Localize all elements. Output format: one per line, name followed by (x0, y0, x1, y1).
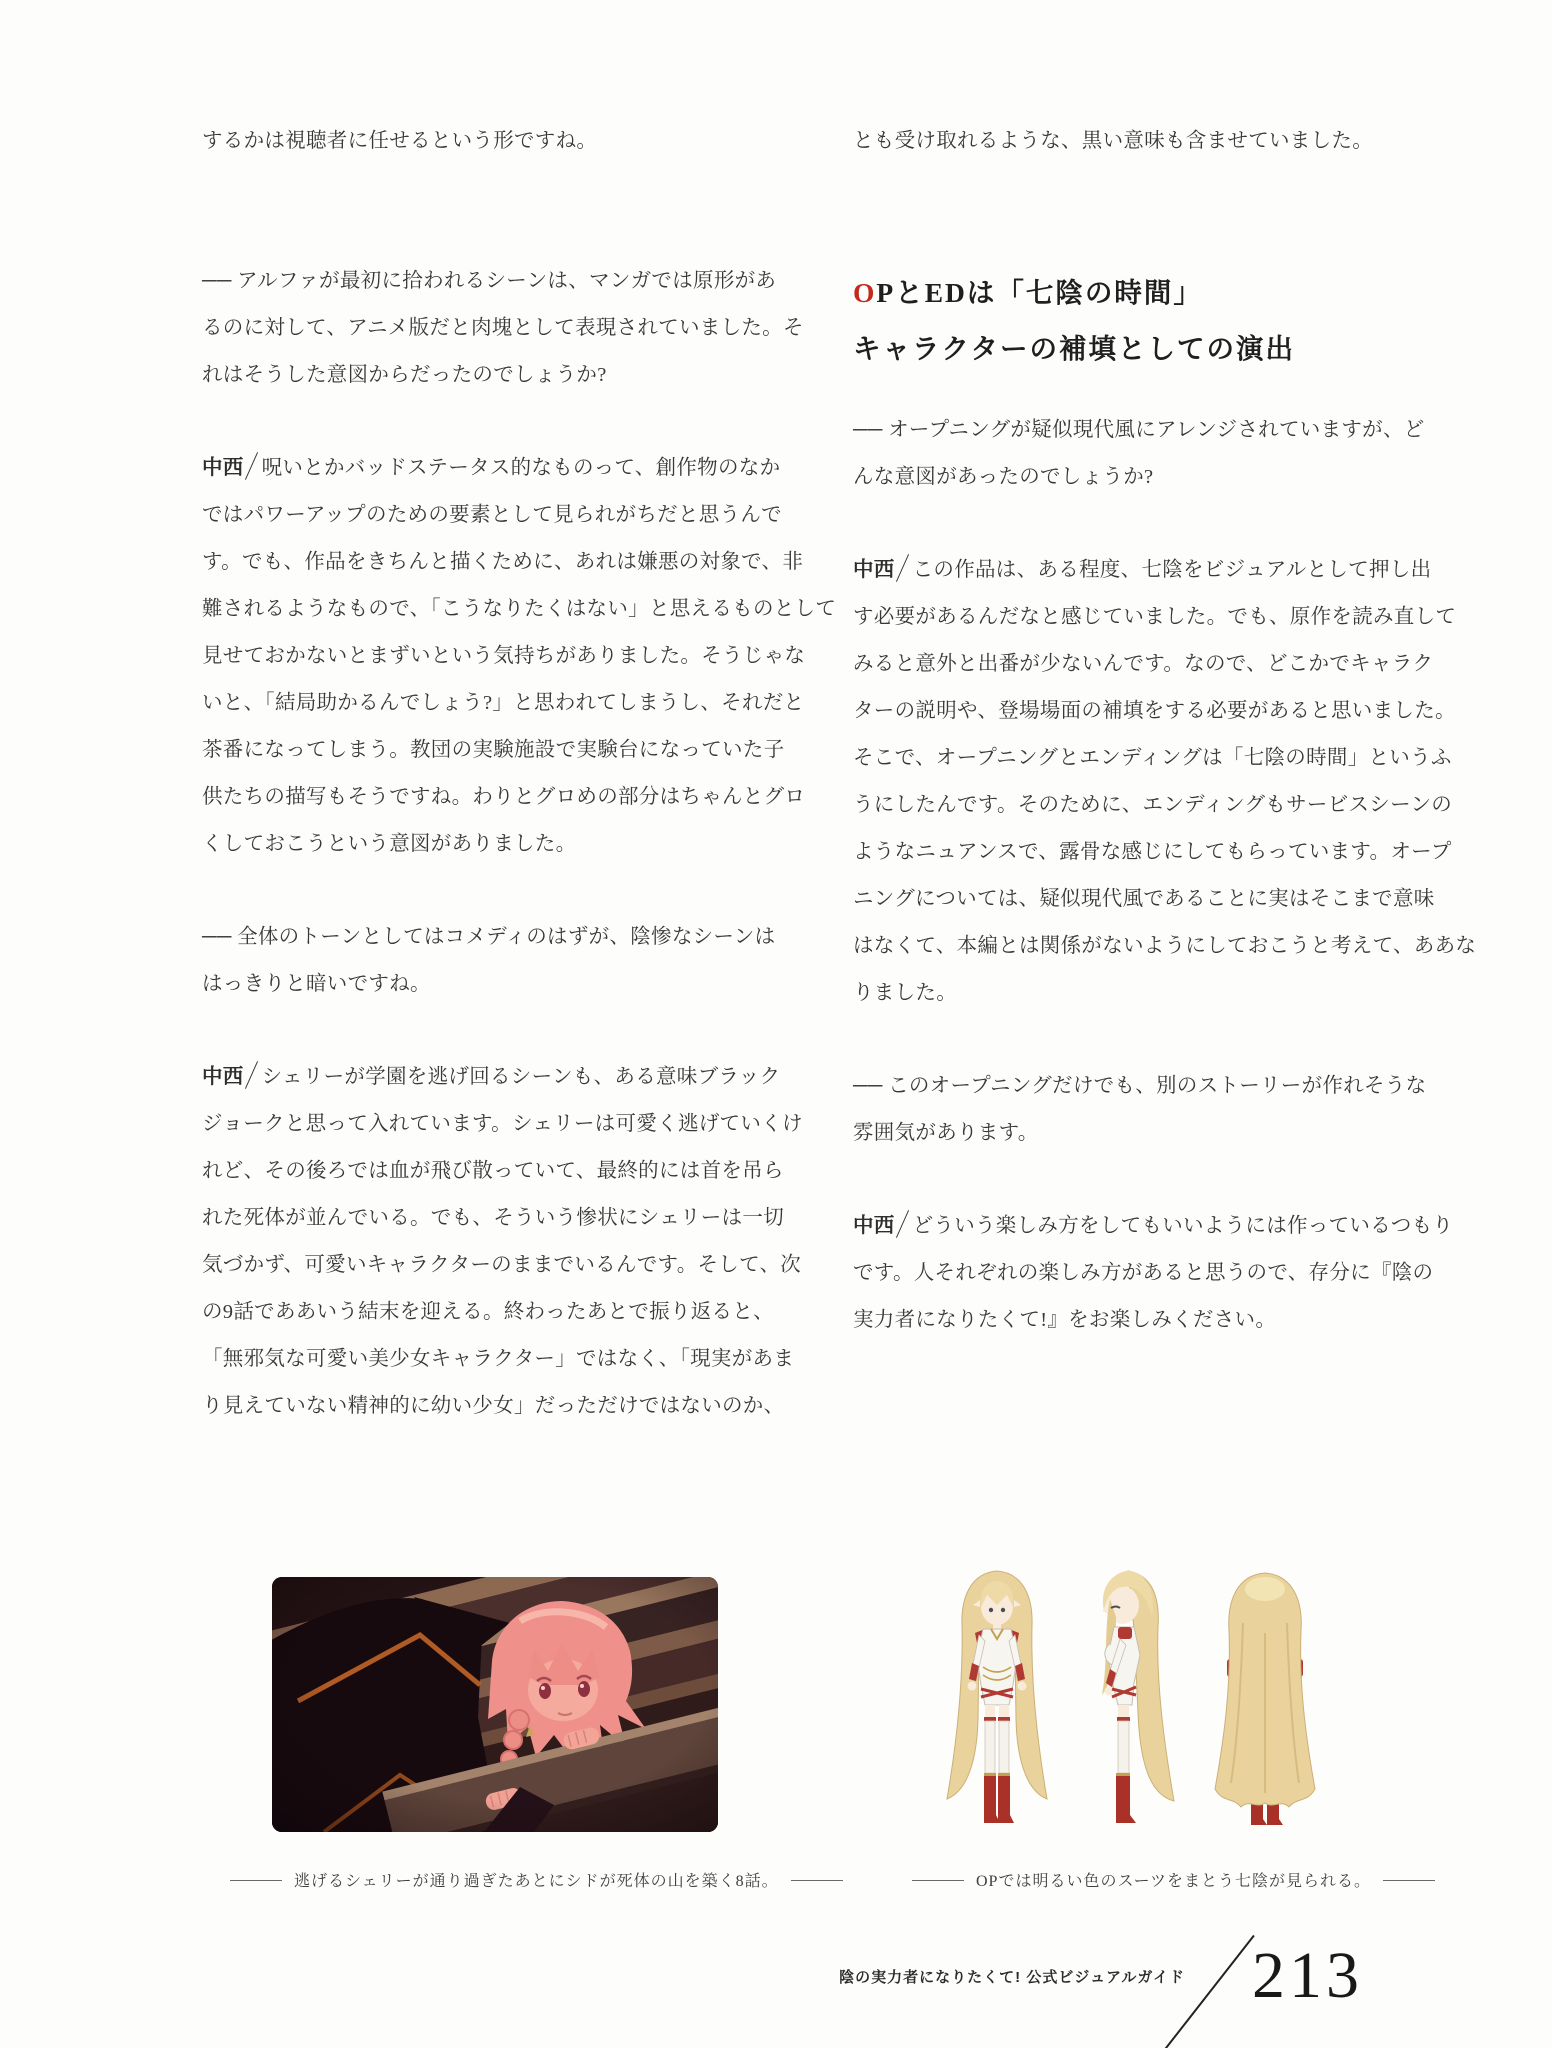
text-line: 「無邪気な可愛い美少女キャラクター」ではなく、「現実があま (202, 1348, 795, 1370)
right-column (853, 118, 1477, 1344)
left-column (202, 118, 837, 1430)
interview-answer (853, 547, 1477, 1017)
text-line: 中西 この作品は、ある程度、七陰をビジュアルとして押し出 (853, 547, 1413, 594)
text-line: の9話でああいう結末を迎える。終わったあとで振り返ると、 (202, 1301, 774, 1323)
text-line: です。人それぞれの楽しみ方があると思うので、存分に『陰の (853, 1262, 1434, 1284)
screenshot-figure (272, 1577, 718, 1832)
text-line: れはそうした意図からだったのでしょうか? (202, 364, 607, 386)
caption-dash-line (912, 1880, 964, 1881)
text-line: はなくて、本編とは関係がないようにしておこうと考えて、ああな (853, 935, 1477, 957)
alpha-side (1102, 1571, 1174, 1823)
interview-body (853, 118, 1413, 165)
speaker-slash (896, 1210, 909, 1238)
interview-question (202, 258, 804, 399)
caption-text: OPでは明るい色のスーツをまとう七陰が見られる。 (976, 1873, 1372, 1890)
text-line: 気づかず、可愛いキャラクターのままでいるんです。そして、次 (202, 1254, 802, 1276)
text-line: するかは視聴者に任せるという形ですね。 (202, 130, 598, 152)
text-line: ジョークと思って入れています。シェリーは可愛く逃げていくけ (202, 1113, 803, 1135)
page-number: 213 (1252, 1939, 1363, 2012)
text-line: んな意図があったのでしょうか? (853, 466, 1154, 488)
heading-accent-letter: O (853, 277, 877, 308)
text-line: 供たちの描写もそうですね。わりとグロめの部分はちゃんとグロ (202, 786, 806, 808)
text-line: そこで、オープニングとエンディングは「七陰の時間」というふ (853, 747, 1452, 769)
section-heading (853, 265, 1413, 377)
text-line: ではパワーアップのための要素として見られがちだと思うんで (202, 504, 782, 526)
interview-answer (202, 1054, 803, 1430)
text-line: 中西 どういう楽しみ方をしてもいいようには作っているつもり (853, 1203, 1413, 1250)
text-line: うにしたんです。そのために、エンディングもサービスシーンの (853, 794, 1453, 816)
speaker-slash (896, 554, 909, 582)
footer-slash-line (1163, 1935, 1254, 2048)
hair-sheen (1245, 1577, 1285, 1601)
text-line: 実力者になりたくて!』をお楽しみください。 (853, 1309, 1277, 1331)
text-line: ターの説明や、登場場面の補填をする必要があると思いました。 (853, 700, 1456, 722)
interview-question (853, 407, 1425, 501)
interview-question (202, 914, 794, 1008)
figure-caption-right (900, 1868, 1447, 1891)
alpha-front (947, 1571, 1047, 1823)
text-line: くしておこうという意図がありました。 (202, 833, 577, 855)
caption-dash-line (791, 1880, 843, 1881)
speaker-name: 中西 (853, 1215, 895, 1237)
character-sheet-side (1066, 1563, 1190, 1842)
text-line: り見えていない精神的に幼い少女」だっただけではないのか、 (202, 1395, 785, 1417)
text-line: 見せておかないとまずいという気持ちがありました。そうじゃな (202, 645, 806, 667)
screenshot-episode8-art (272, 1577, 718, 1832)
text-line: ── このオープニングだけでも、別のストーリーが作れそうな (853, 1075, 1427, 1097)
text-line: ── アルファが最初に拾われるシーンは、マンガでは原形があ (202, 270, 777, 292)
left-column-intro (202, 118, 794, 165)
section-heading-line2: キャラクターの補填としての演出 (853, 333, 1295, 364)
footer-book-title: 陰の実力者になりたくて! 公式ビジュアルガイド (839, 1969, 1185, 1986)
text-line: ようなニュアンスで、露骨な感じにしてもらっています。オープ (853, 841, 1452, 863)
speaker-name: 中西 (202, 1066, 244, 1088)
caption-dash-line (230, 1880, 282, 1881)
boot-left (984, 1773, 1000, 1823)
text-line: 中西 呪いとかバッドステータス的なものって、創作物のなか (202, 445, 794, 492)
interview-answer (202, 445, 837, 868)
text-line: ── オープニングが疑似現代風にアレンジされていますが、ど (853, 419, 1425, 441)
heading-line1-rest: PとEDは「七陰の時間」 (876, 277, 1203, 308)
speaker-slash (245, 1061, 258, 1089)
text-line: れた死体が並んでいる。でも、そういう惨状にシェリーは一切 (202, 1207, 784, 1229)
text-line: ── 全体のトーンとしてはコメディのはずが、陰惨なシーンは (202, 926, 776, 948)
alpha-back-view (1203, 1563, 1327, 1837)
text-line: れど、その後ろでは血が飛び散っていて、最終的には首を吊ら (202, 1160, 784, 1182)
boot (1116, 1773, 1136, 1823)
right-column-intro (853, 118, 1413, 165)
interview-body (202, 118, 794, 165)
text-line: とも受け取れるような、黒い意味も含ませていました。 (853, 130, 1373, 152)
speaker-name: 中西 (202, 457, 244, 479)
text-line: みると意外と出番が少ないんです。なので、どこかでキャラク (853, 653, 1434, 675)
text-line: 雰囲気があります。 (853, 1122, 1039, 1144)
alpha-side-view (1066, 1563, 1190, 1837)
text-line: はっきりと暗いですね。 (202, 973, 431, 995)
text-line: す必要があるんだなと感じていました。でも、原作を読み直して (853, 606, 1457, 628)
text-line: ニングについては、疑似現代風であることに実はそこまで意味 (853, 888, 1435, 910)
right-column-paragraphs (853, 407, 1477, 1344)
caption-dash-line (1383, 1880, 1435, 1881)
speaker-name: 中西 (853, 559, 895, 581)
caption-text: 逃げるシェリーが通り過ぎたあとにシドが死体の山を築く8話。 (294, 1873, 779, 1890)
character-sheet-front (935, 1563, 1059, 1842)
text-line: 茶番になってしまう。教団の実験施設で実験台になっていた子 (202, 739, 785, 761)
text-line: るのに対して、アニメ版だと肉塊として表現されていました。そ (202, 317, 804, 339)
interview-question (853, 1063, 1427, 1157)
alpha-front-view (935, 1563, 1059, 1837)
section-heading-line1 (853, 265, 1413, 321)
boot-right (998, 1773, 1014, 1823)
text-line: いと、「結局助かるんでしょう?」と思われてしまうし、それだと (202, 692, 805, 714)
speaker-slash (245, 452, 258, 480)
interview-answer (853, 1203, 1454, 1344)
character-sheet-back (1203, 1563, 1327, 1842)
text-line: 中西 シェリーが学園を逃げ回るシーンも、ある意味ブラック (202, 1054, 794, 1101)
text-line: 難されるようなもので、「こうなりたくはない」と思えるものとして (202, 598, 837, 620)
alpha-back (1215, 1573, 1315, 1825)
figure-caption-left (218, 1868, 855, 1891)
text-line: りました。 (853, 982, 957, 1004)
text-line: す。でも、作品をきちんと描くために、あれは嫌悪の対象で、非 (202, 551, 804, 573)
shoulder-armor (1118, 1627, 1132, 1639)
left-column-paragraphs (202, 258, 837, 1430)
